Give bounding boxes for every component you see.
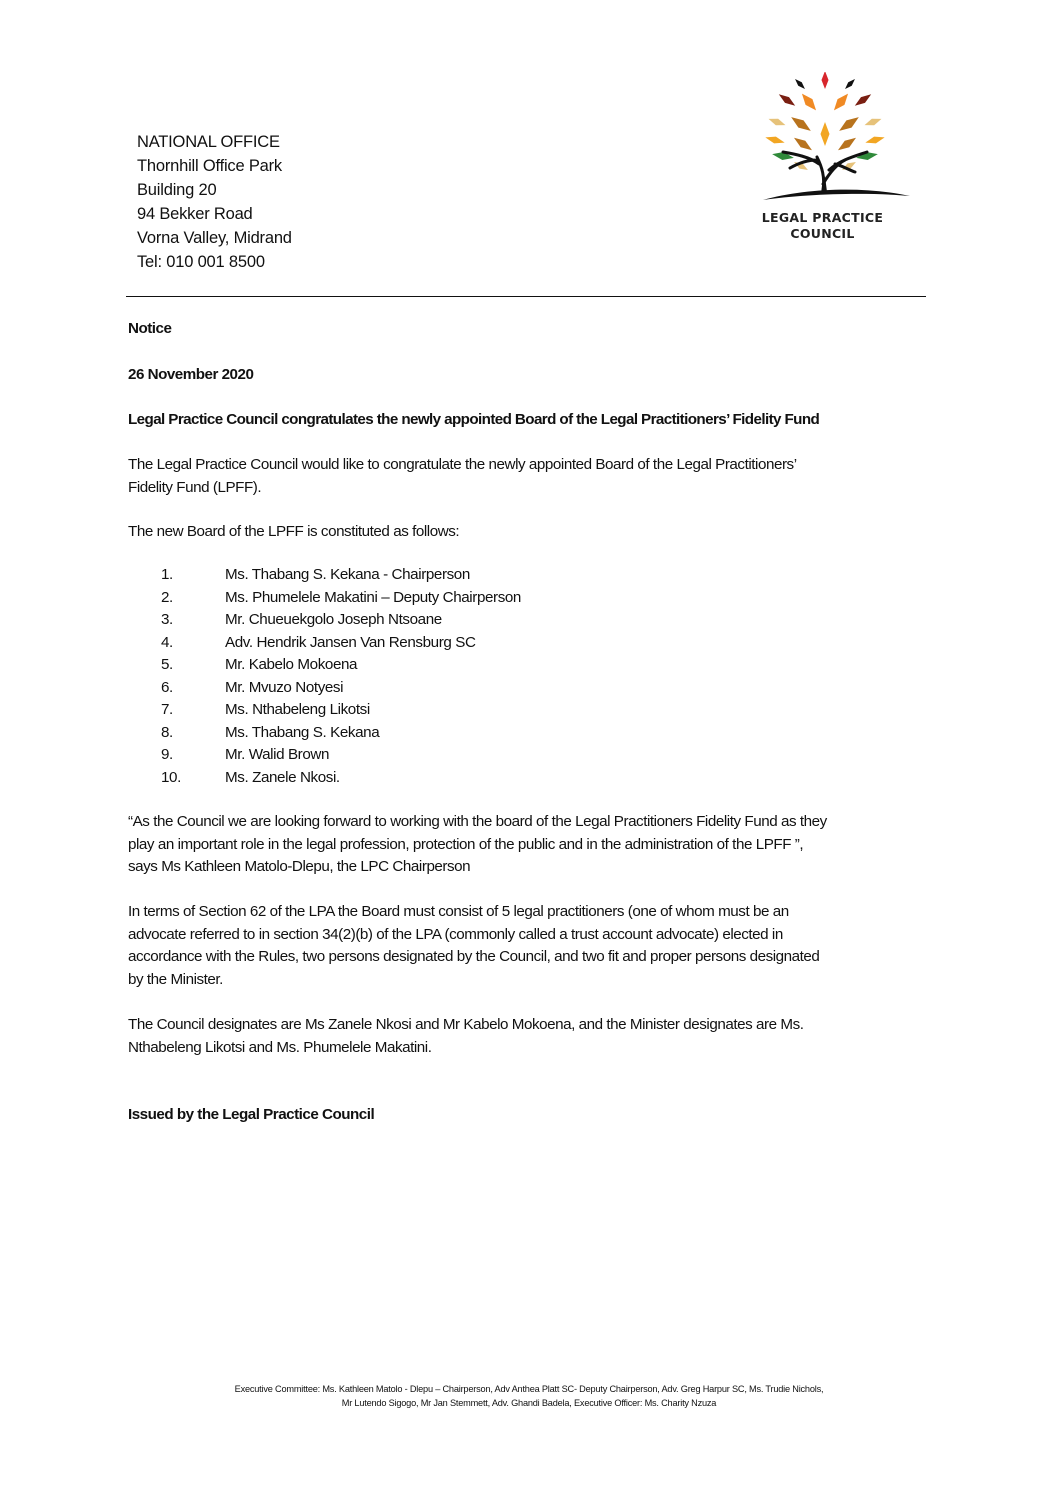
lpc-logo	[745, 72, 920, 262]
notice-headline: Legal Practice Council congratulates the newly appointed Board of the Legal Practitioners’ Fidelity Fund	[128, 411, 820, 428]
logo-leaf	[789, 113, 814, 134]
board-member: Ms. Thabang S. Kekana	[225, 723, 380, 741]
address-line: Building 20	[137, 181, 217, 199]
address-line: 94 Bekker Road	[137, 205, 253, 223]
board-member: Ms. Thabang S. Kekana - Chairperson	[225, 566, 470, 583]
logo-leaf	[863, 116, 882, 129]
logo-leaf	[837, 113, 862, 134]
address-line: Thornhill Office Park	[137, 157, 282, 175]
logo-leaf	[792, 134, 815, 153]
list-number: 10.	[161, 768, 181, 786]
text-line: by the Minister.	[128, 970, 223, 988]
board-member: Mr. Kabelo Mokoena	[225, 656, 358, 673]
text-line: play an important role in the legal profession, protection of the public and in the administration of the LPFF ”,	[128, 835, 804, 853]
footer-line: Mr Lutendo Sigogo, Mr Jan Stemmett, Adv. Ghandi Badela, Executive Officer: Ms. Charity Nzuza	[341, 1398, 717, 1408]
board-member: Ms. Zanele Nkosi.	[225, 768, 340, 786]
chairperson-quote	[128, 811, 928, 879]
logo-leaf	[853, 91, 873, 108]
list-number: 2.	[161, 588, 173, 606]
text-line: accordance with the Rules, two persons designated by the Council, and two fit and proper persons designated	[128, 948, 820, 965]
list-number: 4.	[161, 633, 173, 651]
text-line: advocate referred to in section 34(2)(b) of the LPA (commonly called a trust account advocate) elected in	[128, 925, 783, 943]
list-number: 6.	[161, 678, 173, 696]
office-address	[137, 130, 292, 274]
board-member: Mr. Walid Brown	[225, 746, 329, 763]
board-member: Mr. Mvuzo Notyesi	[225, 678, 344, 696]
logo-leaf	[767, 116, 786, 129]
board-member: Ms. Phumelele Makatini – Deputy Chairperson	[225, 588, 521, 606]
list-number: 9.	[161, 746, 173, 763]
notice-date: 26 November 2020	[128, 366, 254, 383]
logo-leaf	[764, 134, 785, 146]
board-member: Adv. Hendrik Jansen Van Rensburg SC	[225, 633, 476, 651]
list-number: 7.	[161, 701, 173, 718]
address-line: NATIONAL OFFICE	[137, 133, 280, 151]
list-number: 1.	[161, 566, 173, 583]
list-number: 8.	[161, 723, 173, 741]
logo-leaf	[777, 91, 797, 108]
board-member: Ms. Nthabeleng Likotsi	[225, 701, 370, 718]
issued-by: Issued by the Legal Practice Council	[128, 1106, 375, 1123]
logo-title-line1: LEGAL PRACTICE	[761, 210, 884, 225]
board-member: Mr. Chueuekgolo Joseph Ntsoane	[225, 611, 442, 628]
designates-paragraph	[128, 1014, 928, 1059]
logo-leaf	[821, 122, 830, 146]
intro-paragraph	[128, 454, 928, 499]
text-line: “As the Council we are looking forward to working with the board of the Legal Practitioners Fidelity Fund as they	[128, 813, 827, 830]
address-phone: Tel: 010 001 8500	[137, 253, 265, 271]
logo-leaf	[836, 134, 859, 153]
notice-label: Notice	[128, 320, 172, 337]
logo-leaf	[822, 72, 829, 89]
text-line: Fidelity Fund (LPFF).	[128, 478, 262, 496]
footer-line: Executive Committee: Ms. Kathleen Matolo - Dlepu – Chairperson, Adv Anthea Platt SC- Deputy Chairperson, Adv. Greg Harpur SC, Ms. Trudie Nichols,	[234, 1384, 824, 1394]
text-line: In terms of Section 62 of the LPA the Board must consist of 5 legal practitioners (one of whom must be an	[128, 903, 789, 920]
logo-leaf	[843, 77, 856, 90]
list-intro: The new Board of the LPFF is constituted as follows:	[128, 523, 460, 540]
text-line: The Legal Practice Council would like to congratulate the newly appointed Board of the Legal Practitioners’	[128, 456, 797, 473]
logo-title-line2: COUNCIL	[790, 226, 855, 241]
list-number: 3.	[161, 611, 173, 628]
list-number: 5.	[161, 656, 173, 673]
section-62-paragraph	[128, 901, 928, 991]
executive-committee-footer	[100, 1382, 958, 1410]
header-divider	[126, 296, 926, 297]
address-line: Vorna Valley, Midrand	[137, 229, 292, 247]
logo-leaf	[798, 91, 819, 114]
text-line: says Ms Kathleen Matolo-Dlepu, the LPC Chairperson	[128, 858, 471, 875]
logo-leaf	[864, 134, 885, 146]
logo-leaf	[793, 77, 806, 90]
text-line: Nthabeleng Likotsi and Ms. Phumelele Makatini.	[128, 1038, 432, 1056]
tree-logo-icon	[745, 72, 920, 212]
text-line: The Council designates are Ms Zanele Nkosi and Mr Kabelo Mokoena, and the Minister designates are Ms.	[128, 1016, 804, 1033]
logo-leaf	[830, 91, 851, 114]
